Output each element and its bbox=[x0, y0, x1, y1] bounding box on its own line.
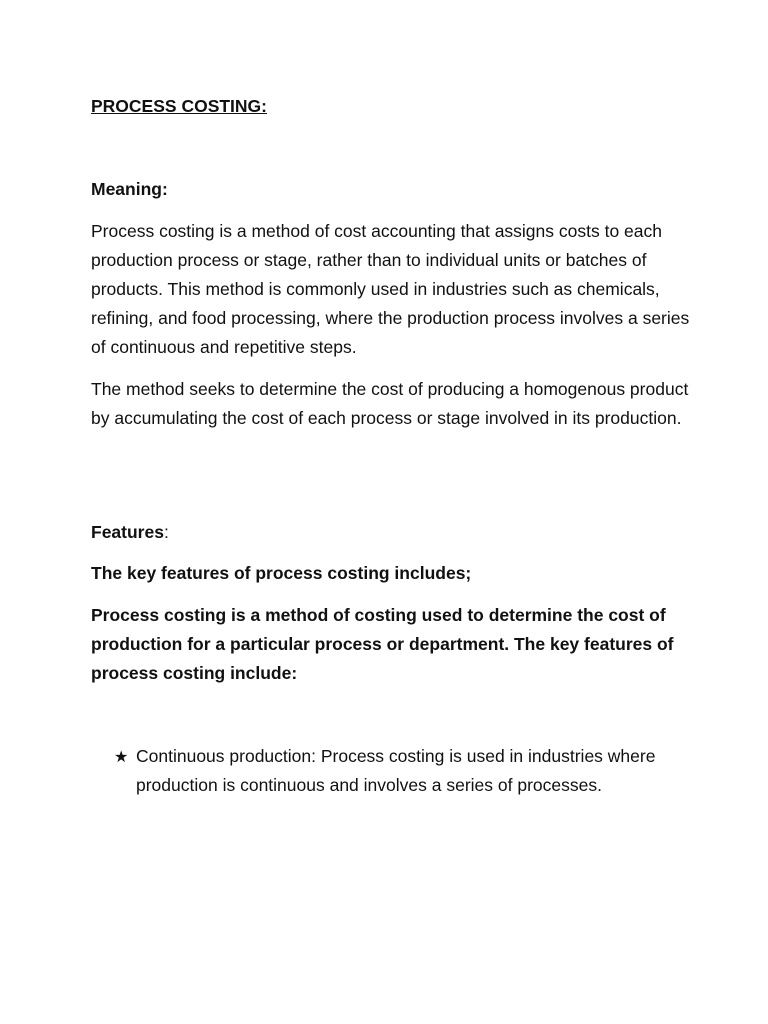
list-item bbox=[91, 742, 656, 800]
meaning-paragraph-2: The method seeks to determine the cost of producing a homogenous product by accumulating the cost of each process or stage involved in its production. bbox=[91, 379, 689, 428]
features-intro: The key features of process costing includes; bbox=[91, 563, 472, 583]
features-paragraph: Process costing is a method of costing used to determine the cost of production for a particular process or department. The key features of process costing include: bbox=[91, 605, 674, 683]
star-bullet-icon: ★ bbox=[114, 747, 129, 766]
features-heading: Features bbox=[91, 522, 164, 542]
features-heading-colon: : bbox=[163, 522, 169, 542]
document-title: PROCESS COSTING: bbox=[91, 96, 267, 116]
meaning-heading: Meaning: bbox=[91, 179, 168, 199]
features-heading-line bbox=[91, 518, 691, 547]
features-bullet-list bbox=[91, 742, 691, 800]
meaning-paragraph-1: Process costing is a method of cost accounting that assigns costs to each production process or stage, rather than to individual units or batches of products. This method is commonly used in industries such as chemicals, refining, and food processing, where the production process involves a series of continuous and repetitive steps. bbox=[91, 221, 690, 357]
bullet-text: Continuous production: Process costing is used in industries where production is continuous and involves a series of processes. bbox=[136, 746, 656, 795]
